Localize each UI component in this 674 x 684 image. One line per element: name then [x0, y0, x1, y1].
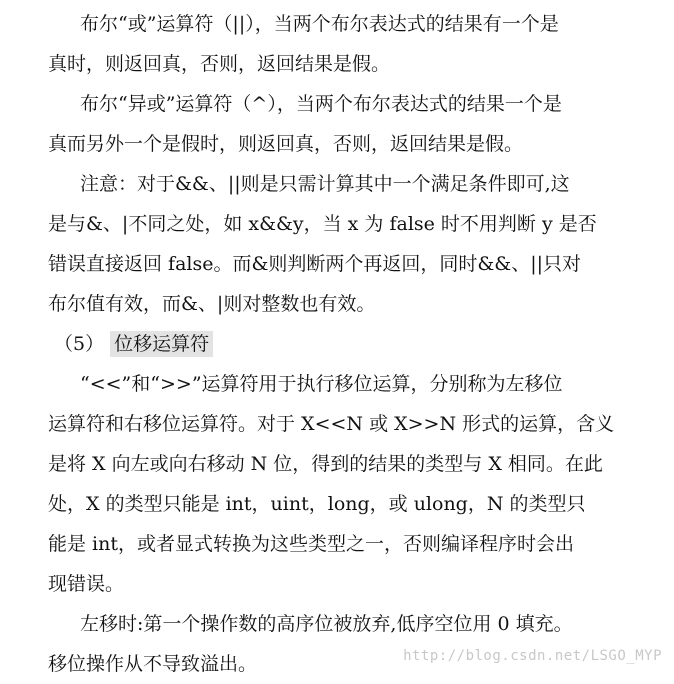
paragraph-xor-line-1: 布尔“异或”运算符（^），当两个布尔表达式的结果一个是 — [80, 93, 562, 115]
paragraph-note-line-2: 是与&、|不同之处，如 x&&y，当 x 为 false 时不用判断 y 是否 — [48, 213, 597, 235]
watermark-url: http://blog.csdn.net/LSGO_MYP — [403, 648, 662, 664]
paragraph-note-line-3: 错误直接返回 false。而&则判断两个再返回，同时&&、||只对 — [48, 253, 582, 275]
paragraph-shift-line-3: 是将 X 向左或向右移动 N 位，得到的结果的类型与 X 相同。在此 — [48, 453, 603, 475]
paragraph-note-line-1: 注意：对于&&、||则是只需计算其中一个满足条件即可,这 — [80, 173, 570, 195]
section-heading — [48, 324, 646, 364]
paragraph-or-line-2: 真时，则返回真，否则，返回结果是假。 — [48, 53, 391, 75]
section-heading-title: 位移运算符 — [110, 331, 213, 357]
paragraph-or-line-1: 布尔“或”运算符（||），当两个布尔表达式的结果有一个是 — [80, 13, 559, 35]
section-heading-number: （5） — [54, 333, 105, 355]
paragraph-shift-line-6: 现错误。 — [48, 573, 125, 595]
paragraph-shift-line-4: 处，X 的类型只能是 int，uint，long，或 ulong，N 的类型只 — [48, 493, 586, 515]
paragraph-shift-line-1: “<<”和“>>”运算符用于执行移位运算，分别称为左移位 — [80, 373, 563, 395]
paragraph-left-shift-line-1: 左移时:第一个操作数的高序位被放弃,低序空位用 0 填充。 — [80, 613, 573, 635]
paragraph-left-shift-line-2: 移位操作从不导致溢出。 — [48, 653, 258, 675]
paragraph-shift-line-2: 运算符和右移位运算符。对于 X<<N 或 X>>N 形式的运算，含义 — [48, 413, 615, 435]
paragraph-note-line-4: 布尔值有效，而&、|则对整数也有效。 — [48, 293, 376, 315]
paragraph-shift-line-5: 能是 int，或者显式转换为这些类型之一，否则编译程序时会出 — [48, 533, 574, 555]
paragraph-xor-line-2: 真而另外一个是假时，则返回真，否则，返回结果是假。 — [48, 133, 524, 155]
